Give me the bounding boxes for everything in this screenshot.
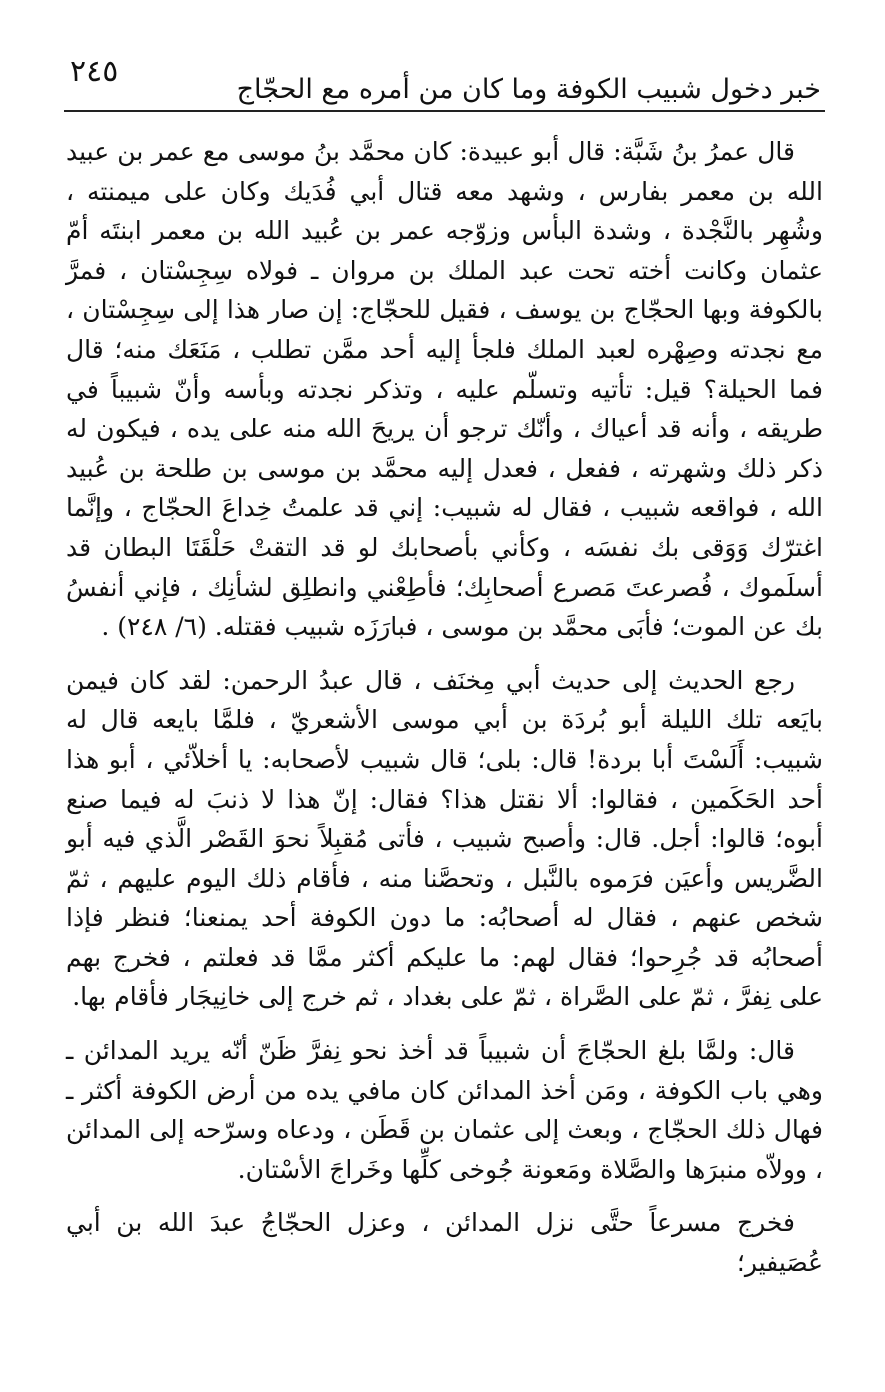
paragraph-2: رجع الحديث إلى حديث أبي مِخنَف ، قال عبدُ الرحمن: لقد كان فيمن بايَعه تلك الليلة أبو بُردَة بن أبي موسى الأشعريّ ، فلمَّا بايعه قال له شبيب: أَلَسْتَ أبا بردة! قال: بلى؛ قال شبيب لأصحابه: يا أخلاّئي ، أبو هذا أحد الحَكَمين ، فقالوا: ألا نقتل هذا؟ فقال: إنّ هذا لا ذنبَ له فيما صنع أبوه؛ قالوا: أجل. قال: وأصبح شبيب ، فأتى مُقبِلاً نحوَ القَصْر الَّذي فيه أبو الضَّريس وأعيَن فرَموه بالنَّبل ، وتحصَّنا منه ، فأقام ذلك اليوم عليهم ، ثمّ شخص عنهم ، فقال له أصحابُه: ما دون الكوفة أحد يمنعنا؛ فنظر فإذا أصحابُه قد جُرِحوا؛ فقال لهم: ما عليكم أكثر ممَّا قد فعلتم ، فخرج بهم على نِفرَّ ، ثمّ على الصَّراة ، ثمّ على بغداد ، ثم خرج إلى خانِيجَار فأقام بها. [66,665,823,1012]
paragraph-1: قال عمرُ بنُ شَبَّة: قال أبو عبيدة: كان محمَّد بنُ موسى مع عمر بن عبيد الله بن معمر بفارس ، وشهد معه قتال أبي فُدَيك وكان على ميمنته ، وشُهِر بالنَّجْدة ، وشدة البأس وزوّجه عمر بن عُبيد الله بن معمر ابنتَه أمّ عثمان وكانت أخته تحت عبد الملك بن مروان ـ فولاه سِجِسْتان ، فمرَّ بالكوفة وبها الحجّاج بن يوسف ، فقيل للحجّاج: إن صار هذا إلى سِجِسْتان ، مع نجدته وصِهْره لعبد الملك فلجأ إليه أحد ممَّن تطلب ، مَنَعَك منه؛ قال فما الحيلة؟ قيل: تأتيه وتسلّم عليه ، وتذكر نجدته وبأسه وأنّ شبيباً في طريقه ، وأنه قد أعياك ، وأنّك ترجو أن يريحَ الله منه على يده ، فيكون له ذكر ذلك وشهرته ، ففعل ، فعدل إليه محمَّد بن موسى بن طلحة بن عُبيد الله ، فواقعه شبيب ، فقال له شبيب: إني قد علمتُ خِداعَ الحجّاج ، وإنَّما اغترّك وَوَقى بك نفسَه ، وكأني بأصحابك لو قد التقتْ حَلْقَتَا البطان قد أسلَموك ، فُصرعتَ مَصرع أصحابِك؛ فأطِعْني وانطلِق لشأنِك ، فإني أنفسُ بك عن الموت؛ فأبَى محمَّد بن موسى ، فبارَزَه شبيب فقتله. (٦/ ٢٤٨) . [66,137,823,642]
page-number: ٢٤٥ [70,54,119,89]
body-text [66,132,823,1283]
paragraph-3: قال: ولمَّا بلغ الحجّاجَ أن شبيباً قد أخذ نحو نِفرَّ ظَنّ أنّه يريد المدائن ـ وهي باب الكوفة ، ومَن أخذ المدائن كان مافي يده من أرض الكوفة أكثر ـ فهال ذلك الحجّاج ، وبعث إلى عثمان بن قَطَن ، ودعاه وسرّحه إلى المدائن ، وولاّه منبرَها والصَّلاة ومَعونة جُوخى كلِّها وخَراجَ الأسْتان. [66,1036,823,1184]
paragraph-4: فخرج مسرعاً حتَّى نزل المدائن ، وعزل الحجّاجُ عبدَ الله بن أبي عُصَيفير؛ [66,1208,823,1278]
page-header [64,52,825,112]
running-title: خبر دخول شبيب الكوفة وما كان من أمره مع الحجّاج [236,74,821,105]
